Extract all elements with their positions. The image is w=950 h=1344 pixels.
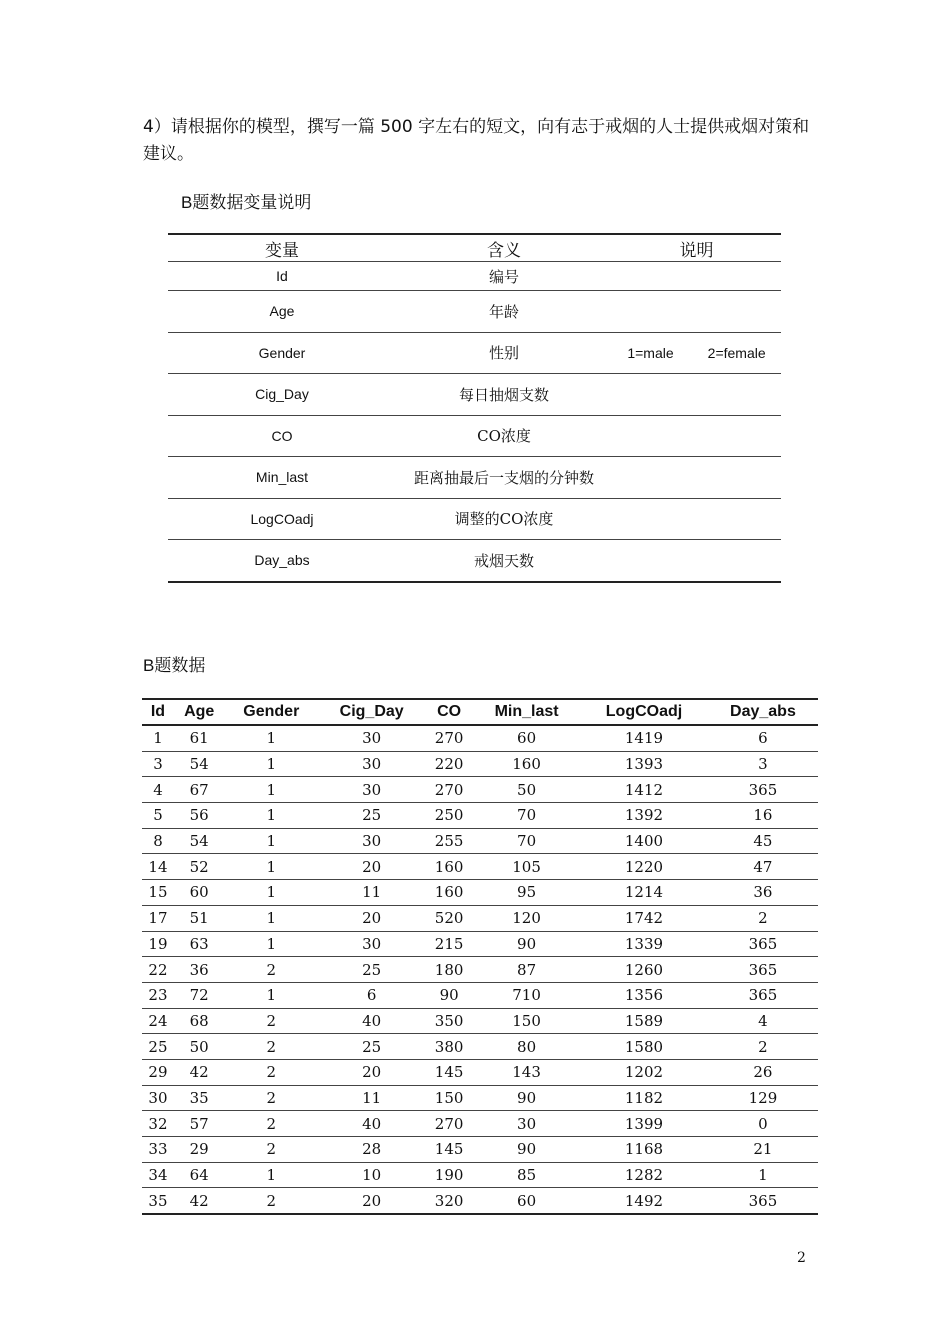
cell-id: 25 (142, 1034, 174, 1060)
cell-cig-day: 30 (318, 751, 425, 777)
variable-meaning: 每日抽烟支数 (396, 374, 612, 416)
variable-name: Age (168, 291, 396, 333)
cell-logcoadj: 1356 (580, 982, 708, 1008)
cell-co: 350 (425, 1008, 473, 1034)
cell-min-last: 90 (473, 1137, 580, 1163)
cell-co: 520 (425, 905, 473, 931)
cell-gender: 1 (224, 777, 318, 803)
cell-id: 14 (142, 854, 174, 880)
variable-meaning: 调整的CO浓度 (396, 498, 612, 540)
variable-note (612, 498, 781, 540)
cell-cig-day: 30 (318, 828, 425, 854)
cell-gender: 1 (224, 725, 318, 751)
cell-co: 150 (425, 1085, 473, 1111)
table-row (142, 828, 818, 854)
intro-paragraph: 4）请根据你的模型，撰写一篇 500 字左右的短文，向有志于戒烟的人士提供戒烟对策和建议。 (143, 117, 810, 164)
cell-min-last: 160 (473, 751, 580, 777)
variable-row (168, 540, 781, 582)
cell-age: 63 (174, 931, 225, 957)
table-row (142, 1137, 818, 1163)
cell-gender: 2 (224, 1137, 318, 1163)
cell-cig-day: 10 (318, 1162, 425, 1188)
cell-logcoadj: 1419 (580, 725, 708, 751)
cell-age: 64 (174, 1162, 225, 1188)
cell-age: 42 (174, 1188, 225, 1214)
variable-name: Min_last (168, 457, 396, 499)
cell-gender: 1 (224, 751, 318, 777)
variable-note (612, 374, 781, 416)
variable-name: CO (168, 415, 396, 457)
variable-note (612, 262, 781, 291)
cell-logcoadj: 1399 (580, 1111, 708, 1137)
cell-cig-day: 40 (318, 1111, 425, 1137)
cell-gender: 2 (224, 1008, 318, 1034)
cell-gender: 2 (224, 1085, 318, 1111)
table-row (142, 1188, 818, 1214)
cell-min-last: 90 (473, 931, 580, 957)
cell-gender: 1 (224, 880, 318, 906)
cell-day-abs: 3 (708, 751, 818, 777)
column-header-cig-day: Cig_Day (318, 699, 425, 725)
cell-id: 35 (142, 1188, 174, 1214)
cell-day-abs: 365 (708, 1188, 818, 1214)
cell-co: 160 (425, 880, 473, 906)
cell-gender: 2 (224, 957, 318, 983)
cell-co: 145 (425, 1059, 473, 1085)
cell-day-abs: 45 (708, 828, 818, 854)
cell-min-last: 80 (473, 1034, 580, 1060)
table-row (142, 777, 818, 803)
variable-table-header-row (168, 234, 781, 262)
column-header-logcoadj: LogCOadj (580, 699, 708, 725)
cell-min-last: 87 (473, 957, 580, 983)
cell-min-last: 95 (473, 880, 580, 906)
table-row (142, 1111, 818, 1137)
cell-co: 180 (425, 957, 473, 983)
cell-cig-day: 28 (318, 1137, 425, 1163)
variable-name: Day_abs (168, 540, 396, 582)
cell-id: 8 (142, 828, 174, 854)
cell-logcoadj: 1392 (580, 803, 708, 829)
cell-logcoadj: 1589 (580, 1008, 708, 1034)
cell-id: 22 (142, 957, 174, 983)
cell-id: 34 (142, 1162, 174, 1188)
cell-cig-day: 30 (318, 725, 425, 751)
variable-row (168, 415, 781, 457)
cell-id: 15 (142, 880, 174, 906)
cell-logcoadj: 1220 (580, 854, 708, 880)
cell-min-last: 710 (473, 982, 580, 1008)
cell-gender: 2 (224, 1188, 318, 1214)
variable-name: LogCOadj (168, 498, 396, 540)
column-header-co: CO (425, 699, 473, 725)
cell-min-last: 105 (473, 854, 580, 880)
data-heading: B题数据 (143, 656, 206, 675)
variable-name: Id (168, 262, 396, 291)
cell-cig-day: 25 (318, 1034, 425, 1060)
cell-cig-day: 20 (318, 905, 425, 931)
cell-co: 190 (425, 1162, 473, 1188)
table-row (142, 751, 818, 777)
cell-min-last: 60 (473, 1188, 580, 1214)
cell-co: 215 (425, 931, 473, 957)
cell-cig-day: 20 (318, 1059, 425, 1085)
variable-row (168, 291, 781, 333)
variable-note-value-1: 1=male (627, 344, 674, 361)
cell-cig-day: 11 (318, 880, 425, 906)
variable-meaning: 戒烟天数 (396, 540, 612, 582)
cell-co: 270 (425, 725, 473, 751)
variable-row (168, 498, 781, 540)
variable-description-heading: B题数据变量说明 (181, 193, 312, 212)
column-header-min-last: Min_last (473, 699, 580, 725)
cell-co: 380 (425, 1034, 473, 1060)
cell-day-abs: 365 (708, 931, 818, 957)
cell-day-abs: 21 (708, 1137, 818, 1163)
cell-min-last: 50 (473, 777, 580, 803)
cell-day-abs: 2 (708, 1034, 818, 1060)
cell-cig-day: 20 (318, 1188, 425, 1214)
cell-id: 19 (142, 931, 174, 957)
variable-meaning: 距离抽最后一支烟的分钟数 (396, 457, 612, 499)
variable-name: Cig_Day (168, 374, 396, 416)
cell-id: 1 (142, 725, 174, 751)
column-header-age: Age (174, 699, 225, 725)
table-row (142, 803, 818, 829)
cell-age: 72 (174, 982, 225, 1008)
cell-co: 220 (425, 751, 473, 777)
cell-day-abs: 47 (708, 854, 818, 880)
cell-id: 3 (142, 751, 174, 777)
cell-day-abs: 1 (708, 1162, 818, 1188)
cell-gender: 1 (224, 803, 318, 829)
cell-age: 51 (174, 905, 225, 931)
cell-logcoadj: 1492 (580, 1188, 708, 1214)
variable-name: Gender (168, 332, 396, 374)
variable-row (168, 332, 781, 374)
cell-age: 54 (174, 751, 225, 777)
table-row (142, 1162, 818, 1188)
cell-day-abs: 129 (708, 1085, 818, 1111)
cell-co: 250 (425, 803, 473, 829)
variable-row (168, 262, 781, 291)
table-row (142, 1008, 818, 1034)
cell-day-abs: 4 (708, 1008, 818, 1034)
variable-meaning: 年龄 (396, 291, 612, 333)
variable-row (168, 374, 781, 416)
cell-day-abs: 365 (708, 777, 818, 803)
cell-day-abs: 365 (708, 957, 818, 983)
cell-day-abs: 26 (708, 1059, 818, 1085)
cell-id: 23 (142, 982, 174, 1008)
cell-id: 32 (142, 1111, 174, 1137)
cell-logcoadj: 1412 (580, 777, 708, 803)
cell-cig-day: 11 (318, 1085, 425, 1111)
cell-min-last: 90 (473, 1085, 580, 1111)
header-note: 说明 (612, 234, 781, 262)
cell-gender: 2 (224, 1034, 318, 1060)
cell-logcoadj: 1400 (580, 828, 708, 854)
cell-min-last: 150 (473, 1008, 580, 1034)
cell-min-last: 120 (473, 905, 580, 931)
cell-id: 24 (142, 1008, 174, 1034)
cell-gender: 1 (224, 828, 318, 854)
cell-age: 57 (174, 1111, 225, 1137)
page-number: 2 (797, 1250, 806, 1266)
cell-logcoadj: 1214 (580, 880, 708, 906)
cell-gender: 1 (224, 854, 318, 880)
cell-age: 67 (174, 777, 225, 803)
table-row (142, 880, 818, 906)
cell-logcoadj: 1742 (580, 905, 708, 931)
cell-day-abs: 16 (708, 803, 818, 829)
cell-id: 29 (142, 1059, 174, 1085)
cell-co: 320 (425, 1188, 473, 1214)
table-row (142, 905, 818, 931)
header-variable: 变量 (168, 234, 396, 262)
cell-min-last: 85 (473, 1162, 580, 1188)
column-header-id: Id (142, 699, 174, 725)
cell-logcoadj: 1393 (580, 751, 708, 777)
cell-logcoadj: 1339 (580, 931, 708, 957)
table-row (142, 725, 818, 751)
cell-logcoadj: 1580 (580, 1034, 708, 1060)
cell-day-abs: 36 (708, 880, 818, 906)
cell-cig-day: 20 (318, 854, 425, 880)
column-header-day-abs: Day_abs (708, 699, 818, 725)
table-row (142, 1034, 818, 1060)
cell-id: 5 (142, 803, 174, 829)
cell-gender: 1 (224, 1162, 318, 1188)
cell-logcoadj: 1168 (580, 1137, 708, 1163)
cell-age: 61 (174, 725, 225, 751)
cell-cig-day: 6 (318, 982, 425, 1008)
cell-age: 60 (174, 880, 225, 906)
cell-cig-day: 30 (318, 777, 425, 803)
cell-min-last: 30 (473, 1111, 580, 1137)
variable-row (168, 457, 781, 499)
variable-description-table (168, 233, 781, 583)
cell-cig-day: 25 (318, 957, 425, 983)
cell-id: 30 (142, 1085, 174, 1111)
cell-gender: 1 (224, 931, 318, 957)
table-row (142, 982, 818, 1008)
cell-day-abs: 0 (708, 1111, 818, 1137)
cell-co: 90 (425, 982, 473, 1008)
variable-note-value-2: 2=female (707, 344, 766, 361)
cell-min-last: 70 (473, 803, 580, 829)
variable-note (612, 332, 781, 374)
cell-gender: 1 (224, 905, 318, 931)
variable-meaning: 编号 (396, 262, 612, 291)
cell-gender: 2 (224, 1111, 318, 1137)
variable-note (612, 540, 781, 582)
cell-age: 36 (174, 957, 225, 983)
cell-logcoadj: 1202 (580, 1059, 708, 1085)
cell-age: 68 (174, 1008, 225, 1034)
cell-cig-day: 30 (318, 931, 425, 957)
cell-gender: 2 (224, 1059, 318, 1085)
cell-min-last: 143 (473, 1059, 580, 1085)
cell-logcoadj: 1260 (580, 957, 708, 983)
cell-min-last: 60 (473, 725, 580, 751)
cell-logcoadj: 1182 (580, 1085, 708, 1111)
cell-gender: 1 (224, 982, 318, 1008)
cell-age: 52 (174, 854, 225, 880)
variable-meaning: CO浓度 (396, 415, 612, 457)
cell-age: 35 (174, 1085, 225, 1111)
cell-co: 145 (425, 1137, 473, 1163)
cell-day-abs: 365 (708, 982, 818, 1008)
cell-day-abs: 6 (708, 725, 818, 751)
variable-note (612, 415, 781, 457)
cell-id: 33 (142, 1137, 174, 1163)
cell-cig-day: 40 (318, 1008, 425, 1034)
cell-logcoadj: 1282 (580, 1162, 708, 1188)
cell-co: 270 (425, 777, 473, 803)
cell-age: 54 (174, 828, 225, 854)
variable-meaning: 性别 (396, 332, 612, 374)
table-row (142, 957, 818, 983)
cell-co: 270 (425, 1111, 473, 1137)
cell-age: 50 (174, 1034, 225, 1060)
table-row (142, 854, 818, 880)
cell-id: 17 (142, 905, 174, 931)
cell-co: 255 (425, 828, 473, 854)
cell-co: 160 (425, 854, 473, 880)
variable-note (612, 457, 781, 499)
table-row (142, 1059, 818, 1085)
header-meaning: 含义 (396, 234, 612, 262)
cell-min-last: 70 (473, 828, 580, 854)
column-header-gender: Gender (224, 699, 318, 725)
cell-day-abs: 2 (708, 905, 818, 931)
data-table (142, 698, 818, 1215)
table-row (142, 1085, 818, 1111)
cell-age: 29 (174, 1137, 225, 1163)
cell-age: 56 (174, 803, 225, 829)
variable-note (612, 291, 781, 333)
cell-age: 42 (174, 1059, 225, 1085)
cell-id: 4 (142, 777, 174, 803)
data-table-header-row (142, 699, 818, 725)
table-row (142, 931, 818, 957)
cell-cig-day: 25 (318, 803, 425, 829)
